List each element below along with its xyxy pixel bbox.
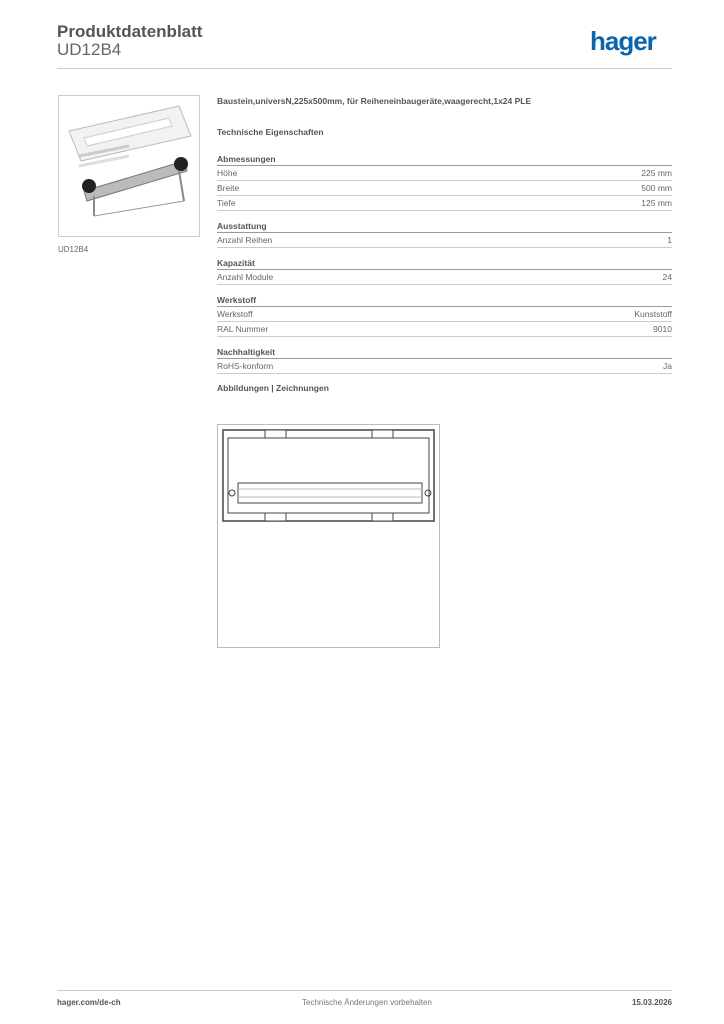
property-label: RoHS-konform (217, 361, 274, 371)
product-code: UD12B4 (57, 40, 122, 59)
section-title: Werkstoff (217, 294, 672, 307)
section-ausstattung (217, 220, 672, 248)
footer-website[interactable]: hager.com/de-ch (57, 998, 121, 1007)
drawings-heading: Abbildungen | Zeichnungen (217, 383, 329, 393)
technical-heading: Technische Eigenschaften (217, 127, 324, 137)
footer-divider (57, 990, 672, 991)
section-title: Nachhaltigkeit (217, 346, 672, 359)
property-value: 125 mm (641, 198, 672, 208)
section-nachhaltigkeit (217, 346, 672, 374)
section-kapazität (217, 257, 672, 285)
property-row (217, 166, 672, 181)
property-label: Anzahl Reihen (217, 235, 273, 245)
property-row (217, 307, 672, 322)
technical-drawing (217, 424, 440, 648)
footer-date: 15.03.2026 (631, 998, 672, 1007)
property-value: Ja (663, 361, 672, 371)
property-row (217, 270, 672, 285)
property-label: RAL Nummer (217, 324, 269, 334)
page-title: Produktdatenblatt (57, 22, 203, 41)
property-row (217, 196, 672, 211)
property-value: 225 mm (641, 168, 672, 178)
image-caption: UD12B4 (58, 245, 89, 254)
property-row (217, 322, 672, 337)
property-row (217, 233, 672, 248)
footer-note: Technische Änderungen vorbehalten (302, 998, 432, 1007)
section-title: Kapazität (217, 257, 672, 270)
property-label: Werkstoff (217, 309, 253, 319)
property-value: 1 (667, 235, 672, 245)
product-image (58, 95, 200, 237)
property-label: Höhe (217, 168, 238, 178)
property-label: Tiefe (217, 198, 236, 208)
product-description: Baustein,universN,225x500mm, für Reiheneinbaugeräte,waagerecht,1x24 PLE (217, 96, 532, 106)
section-title: Ausstattung (217, 220, 672, 233)
section-abmessungen (217, 153, 672, 211)
property-label: Breite (217, 183, 240, 193)
hager-logo: hager (590, 26, 656, 56)
property-row (217, 359, 672, 374)
property-label: Anzahl Module (217, 272, 274, 282)
property-value: Kunststoff (634, 309, 672, 319)
property-row (217, 181, 672, 196)
product-details (217, 96, 672, 393)
section-werkstoff (217, 294, 672, 337)
property-value: 500 mm (641, 183, 672, 193)
section-title: Abmessungen (217, 153, 672, 166)
property-value: 24 (662, 272, 672, 282)
property-sections (217, 153, 672, 374)
header-divider (57, 68, 672, 69)
property-value: 9010 (653, 324, 672, 334)
